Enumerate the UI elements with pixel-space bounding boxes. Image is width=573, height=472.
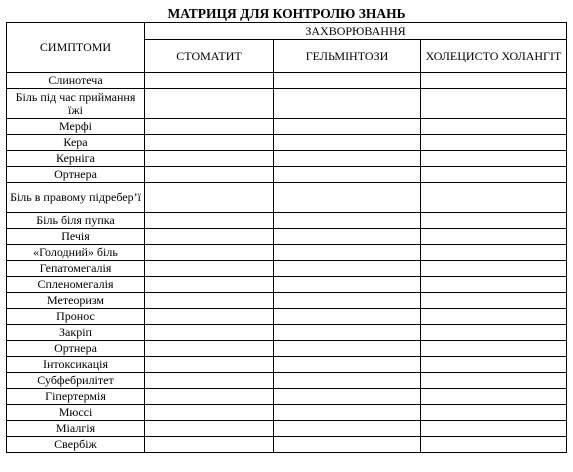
- matrix-cell[interactable]: [421, 213, 567, 229]
- symptom-cell: Закріп: [7, 325, 145, 341]
- table-row: [7, 421, 567, 437]
- matrix-cell[interactable]: [274, 167, 421, 183]
- matrix-cell[interactable]: [145, 183, 274, 213]
- matrix-cell[interactable]: [274, 261, 421, 277]
- matrix-cell[interactable]: [421, 261, 567, 277]
- symptoms-column-header: СИМПТОМИ: [7, 23, 145, 73]
- table-row: [7, 135, 567, 151]
- matrix-cell[interactable]: [421, 341, 567, 357]
- matrix-cell[interactable]: [274, 421, 421, 437]
- matrix-cell[interactable]: [274, 119, 421, 135]
- symptom-cell: Біль в правому підребер’ї: [7, 183, 145, 213]
- matrix-cell[interactable]: [145, 309, 274, 325]
- symptom-cell: Спленомегалія: [7, 277, 145, 293]
- matrix-cell[interactable]: [274, 73, 421, 89]
- symptom-cell: Мюссі: [7, 405, 145, 421]
- table-row: [7, 357, 567, 373]
- matrix-cell[interactable]: [274, 389, 421, 405]
- matrix-cell[interactable]: [421, 73, 567, 89]
- matrix-cell[interactable]: [145, 373, 274, 389]
- symptom-cell: Ортнера: [7, 341, 145, 357]
- matrix-cell[interactable]: [145, 167, 274, 183]
- table-row: [7, 213, 567, 229]
- page-title: МАТРИЦЯ ДЛЯ КОНТРОЛЮ ЗНАНЬ: [167, 6, 406, 21]
- matrix-cell[interactable]: [274, 309, 421, 325]
- symptom-cell: Мерфі: [7, 119, 145, 135]
- diseases-group-header: ЗАХВОРЮВАННЯ: [145, 23, 567, 40]
- matrix-cell[interactable]: [274, 357, 421, 373]
- matrix-cell[interactable]: [145, 357, 274, 373]
- matrix-cell[interactable]: [274, 135, 421, 151]
- matrix-cell[interactable]: [145, 213, 274, 229]
- matrix-cell[interactable]: [274, 437, 421, 453]
- matrix-cell[interactable]: [274, 151, 421, 167]
- matrix-cell[interactable]: [421, 309, 567, 325]
- matrix-cell[interactable]: [145, 119, 274, 135]
- matrix-cell[interactable]: [421, 245, 567, 261]
- matrix-cell[interactable]: [274, 341, 421, 357]
- matrix-cell[interactable]: [421, 405, 567, 421]
- symptom-cell: Субфебрилітет: [7, 373, 145, 389]
- matrix-cell[interactable]: [145, 89, 274, 119]
- matrix-cell[interactable]: [145, 151, 274, 167]
- table-row: [7, 325, 567, 341]
- matrix-cell[interactable]: [421, 437, 567, 453]
- matrix-cell[interactable]: [421, 325, 567, 341]
- matrix-cell[interactable]: [274, 373, 421, 389]
- symptom-cell: Біль біля пупка: [7, 213, 145, 229]
- matrix-cell[interactable]: [145, 245, 274, 261]
- symptom-cell: Свербіж: [7, 437, 145, 453]
- matrix-cell[interactable]: [145, 437, 274, 453]
- table-row: [7, 293, 567, 309]
- matrix-cell[interactable]: [274, 89, 421, 119]
- table-row: [7, 373, 567, 389]
- table-row: [7, 167, 567, 183]
- matrix-cell[interactable]: [421, 167, 567, 183]
- table-row: [7, 309, 567, 325]
- table-row: [7, 73, 567, 89]
- matrix-cell[interactable]: [145, 341, 274, 357]
- matrix-cell[interactable]: [421, 183, 567, 213]
- symptom-cell: Біль під час приймання їжі: [7, 89, 145, 119]
- matrix-cell[interactable]: [274, 325, 421, 341]
- matrix-cell[interactable]: [274, 277, 421, 293]
- table-row: [7, 89, 567, 119]
- matrix-cell[interactable]: [145, 277, 274, 293]
- matrix-cell[interactable]: [274, 405, 421, 421]
- matrix-cell[interactable]: [421, 357, 567, 373]
- symptom-cell: Керніга: [7, 151, 145, 167]
- matrix-cell[interactable]: [421, 421, 567, 437]
- table-row: [7, 341, 567, 357]
- matrix-cell[interactable]: [421, 151, 567, 167]
- symptom-cell: Слинотеча: [7, 73, 145, 89]
- matrix-cell[interactable]: [421, 119, 567, 135]
- symptom-cell: Кера: [7, 135, 145, 151]
- matrix-cell[interactable]: [274, 183, 421, 213]
- table-row: [7, 405, 567, 421]
- matrix-cell[interactable]: [145, 135, 274, 151]
- table-row: [7, 119, 567, 135]
- matrix-cell[interactable]: [145, 261, 274, 277]
- disease-column-header: ГЕЛЬМІНТОЗИ: [274, 40, 421, 73]
- matrix-cell[interactable]: [421, 293, 567, 309]
- matrix-cell[interactable]: [145, 229, 274, 245]
- matrix-cell[interactable]: [421, 135, 567, 151]
- matrix-cell[interactable]: [274, 229, 421, 245]
- matrix-cell[interactable]: [421, 229, 567, 245]
- matrix-cell[interactable]: [274, 293, 421, 309]
- matrix-cell[interactable]: [274, 213, 421, 229]
- matrix-cell[interactable]: [145, 421, 274, 437]
- table-row: [7, 277, 567, 293]
- matrix-cell[interactable]: [145, 389, 274, 405]
- symptom-cell: Інтоксикація: [7, 357, 145, 373]
- symptom-cell: Печія: [7, 229, 145, 245]
- matrix-cell[interactable]: [421, 277, 567, 293]
- disease-column-header: СТОМАТИТ: [145, 40, 274, 73]
- matrix-cell[interactable]: [145, 293, 274, 309]
- matrix-cell[interactable]: [145, 325, 274, 341]
- matrix-cell[interactable]: [421, 389, 567, 405]
- symptom-cell: «Голодний» біль: [7, 245, 145, 261]
- table-row: [7, 183, 567, 213]
- symptom-cell: Гепатомегалія: [7, 261, 145, 277]
- matrix-cell[interactable]: [145, 73, 274, 89]
- symptom-cell: Ортнера: [7, 167, 145, 183]
- matrix-cell[interactable]: [421, 373, 567, 389]
- knowledge-matrix-table: [6, 22, 567, 453]
- matrix-cell[interactable]: [145, 405, 274, 421]
- table-row: [7, 229, 567, 245]
- symptom-cell: Пронос: [7, 309, 145, 325]
- table-row: [7, 437, 567, 453]
- symptom-cell: Гіпертермія: [7, 389, 145, 405]
- table-row: [7, 245, 567, 261]
- matrix-cell[interactable]: [421, 89, 567, 119]
- disease-column-header: ХОЛЕЦИСТО ХОЛАНГІТ: [421, 40, 567, 73]
- table-row: [7, 261, 567, 277]
- table-row: [7, 151, 567, 167]
- symptom-cell: Міалгія: [7, 421, 145, 437]
- table-row: [7, 389, 567, 405]
- symptom-cell: Метеоризм: [7, 293, 145, 309]
- matrix-cell[interactable]: [274, 245, 421, 261]
